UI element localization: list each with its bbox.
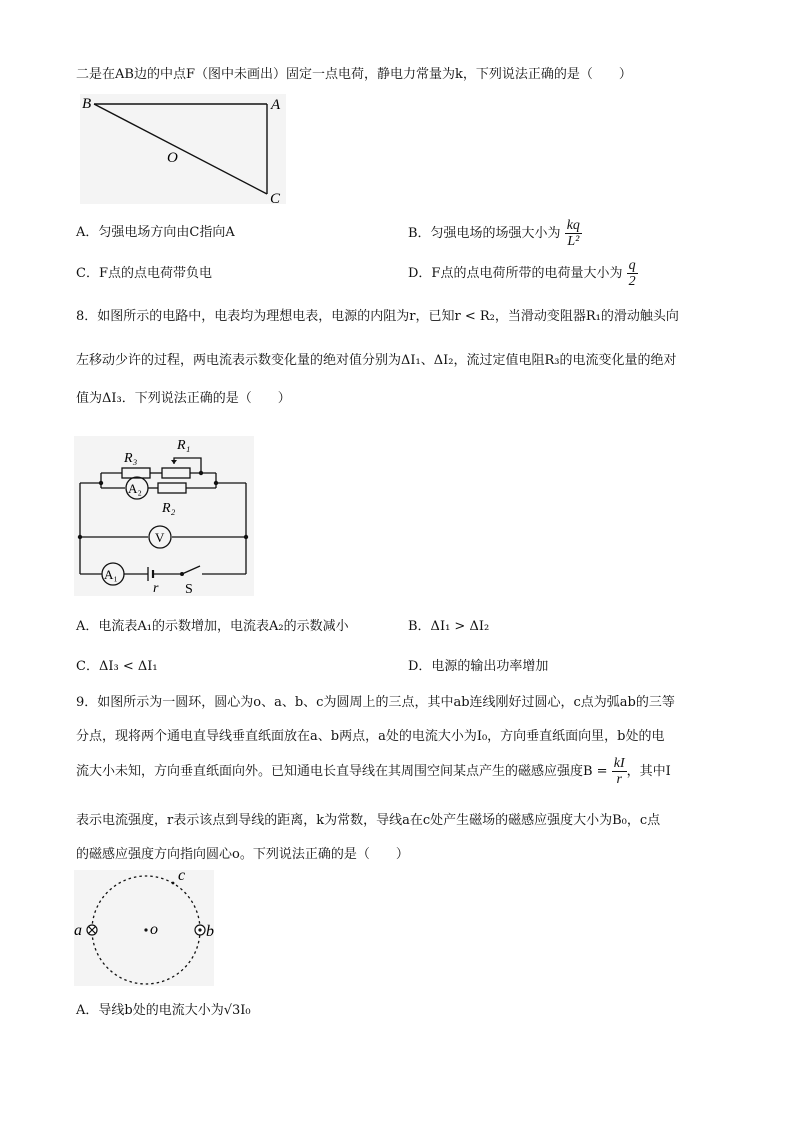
label-b: b [206, 923, 214, 940]
label-C: C [270, 191, 281, 204]
q7-option-d-fraction: $\frac{q}{2}$ [628, 258, 636, 289]
q9-option-a: A．导线b处的电流大小为√3I₀ [76, 1003, 251, 1018]
label-r: r [153, 581, 159, 596]
label-O: O [167, 150, 178, 166]
label-R1: R₁ [177, 438, 191, 453]
q8-option-b: B．ΔI₁ > ΔI₂ [408, 619, 490, 634]
q9-line-4: 表示电流强度，r表示该点到导线的距离，k为常数，导线a在c处产生磁场的磁感应强度大小为B₀，c点 [76, 813, 661, 828]
q7-option-b: B．匀强电场的场强大小为 $\frac{kq}{\text{L²}}$ [408, 218, 580, 249]
q9-line-1: 9．如图所示为一圆环，圆心为o、a、b、c为圆周上的三点，其中ab连线刚好过圆心，c点为弧ab的三等 [76, 695, 675, 710]
q7-option-d: D．F点的点电荷所带的电荷量大小为 $\frac{q}{2}$ [408, 258, 636, 289]
label-R2: R₂ [162, 501, 176, 516]
q8-line-3: 值为ΔI₃．下列说法正确的是（ ） [76, 391, 291, 406]
q9-line-2: 分点，现将两个通电直导线垂直纸面放在a、b两点，a处的电流大小为I₀，方向垂直纸面向里，b处的电 [76, 729, 665, 744]
q7-option-c: C．F点的点电荷带负电 [76, 266, 212, 281]
q8-line-2: 左移动少许的过程，两电流表示数变化量的绝对值分别为ΔI₁、ΔI₂，流过定值电阻R₃的电流变化量的绝对 [76, 353, 677, 368]
label-c: c [178, 870, 186, 884]
label-A: A [271, 97, 281, 113]
q7-stem: 二是在AB边的中点F（图中未画出）固定一点电荷，静电力常量为k，下列说法正确的是（ ） [76, 67, 632, 82]
q8-circuit-figure [74, 436, 254, 596]
q7-option-b-fraction: $\frac{kq}{\text{L²}}$ [566, 218, 580, 249]
label-A1: A₁ [104, 567, 118, 582]
q9-line-3: 流大小未知，方向垂直纸面向外。已知通电长直导线在其周围空间某点产生的磁感应强度B = $\frac{kI}{r}$ ，其中I [76, 756, 671, 787]
q9-circle-figure [74, 870, 214, 986]
q8-option-a: A．电流表A₁的示数增加，电流表A₂的示数减小 [76, 619, 349, 634]
q8-option-d: D．电源的输出功率增加 [408, 659, 549, 674]
q9-line-5: 的磁感应强度方向指向圆心o。下列说法正确的是（ ） [76, 847, 409, 862]
label-R3: R₃ [124, 451, 138, 466]
q8-line-1: 8．如图所示的电路中，电表均为理想电表，电源的内阻为r，已知r < R₂，当滑动变阻器R₁的滑动触头向 [76, 309, 679, 324]
label-A2: A₂ [128, 481, 142, 496]
q9-formula-fraction: $\frac{kI}{r}$ [613, 756, 625, 787]
q7-triangle-figure [80, 94, 286, 204]
label-B: B [82, 96, 92, 112]
label-a: a [74, 922, 82, 939]
q7-option-a: A．匀强电场方向由C指向A [76, 225, 235, 240]
q8-option-c: C．ΔI₃ < ΔI₁ [76, 659, 158, 674]
label-o: o [150, 921, 158, 938]
label-S: S [185, 582, 193, 596]
label-V: V [155, 530, 165, 545]
